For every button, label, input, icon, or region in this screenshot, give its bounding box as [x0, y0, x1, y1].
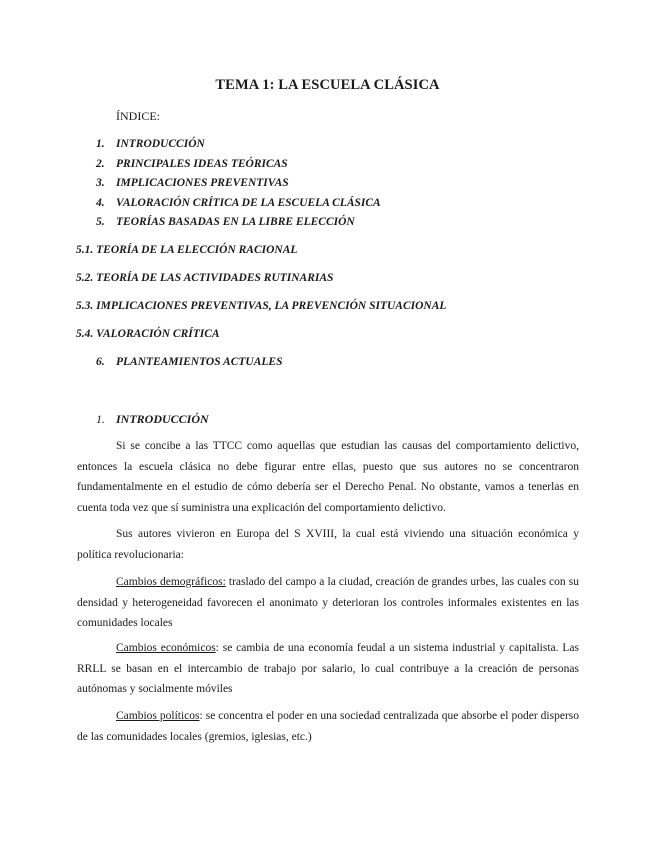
toc-subitem: 5.4. VALORACIÓN CRÍTICA — [76, 328, 220, 340]
toc-item: 4. VALORACIÓN CRÍTICA DE LA ESCUELA CLÁSICA — [96, 197, 381, 209]
paragraph: Sus autores vivieron en Europa del S XVIII, la cual está viviendo una situación económica y política revolucionaria: — [77, 528, 579, 561]
index-label: ÍNDICE: — [116, 109, 160, 123]
toc-subitem: 5.2. TEORÍA DE LAS ACTIVIDADES RUTINARIAS — [76, 272, 334, 284]
section-heading: 1. INTRODUCCIÓN — [96, 412, 209, 426]
toc-subitem: 5.1. TEORÍA DE LA ELECCIÓN RACIONAL — [76, 244, 298, 256]
toc-item: 6. PLANTEAMIENTOS ACTUALES — [96, 356, 283, 368]
paragraph: Cambios políticos: se concentra el poder en una sociedad centralizada que absorbe el poder disperso de las comunidades locales (gremios, iglesias, etc.) — [77, 710, 579, 743]
underlined-term: Cambios demográficos: — [116, 576, 226, 588]
underlined-term: Cambios económicos — [116, 642, 216, 654]
toc-item: 1. INTRODUCCIÓN — [96, 138, 205, 150]
underlined-term: Cambios políticos — [116, 710, 200, 722]
paragraph: Cambios demográficos: traslado del campo a la ciudad, creación de grandes urbes, las cuales con su densidad y heterogeneidad favorecen el anonimato y deterioran los controles informales existentes en las comunidades locales — [77, 576, 579, 629]
toc-subitem: 5.3. IMPLICACIONES PREVENTIVAS, LA PREVENCIÓN SITUACIONAL — [76, 300, 447, 312]
toc-item: 2. PRINCIPALES IDEAS TEÓRICAS — [96, 158, 288, 170]
toc-item: 3. IMPLICACIONES PREVENTIVAS — [96, 177, 289, 189]
paragraph: Cambios económicos: se cambia de una economía feudal a un sistema industrial y capitalista. Las RRLL se basan en el intercambio de trabajo por salario, lo cual contribuye a la creación de personas autónomas y socialmente móviles — [77, 642, 579, 695]
toc-item: 5. TEORÍAS BASADAS EN LA LIBRE ELECCIÓN — [96, 216, 355, 228]
document-title: TEMA 1: LA ESCUELA CLÁSICA — [215, 77, 440, 93]
paragraph: Si se concibe a las TTCC como aquellas que estudian las causas del comportamiento delictivo, entonces la escuela clásica no debe figurar entre ellas, puesto que sus autores no se concentraron fundamentalmente en el estudio de cómo debería ser el Derecho Penal. No obstante, vamos a tenerlas en cuenta toda vez que sí suministra una explicación del comportamiento delictivo. — [77, 440, 579, 514]
